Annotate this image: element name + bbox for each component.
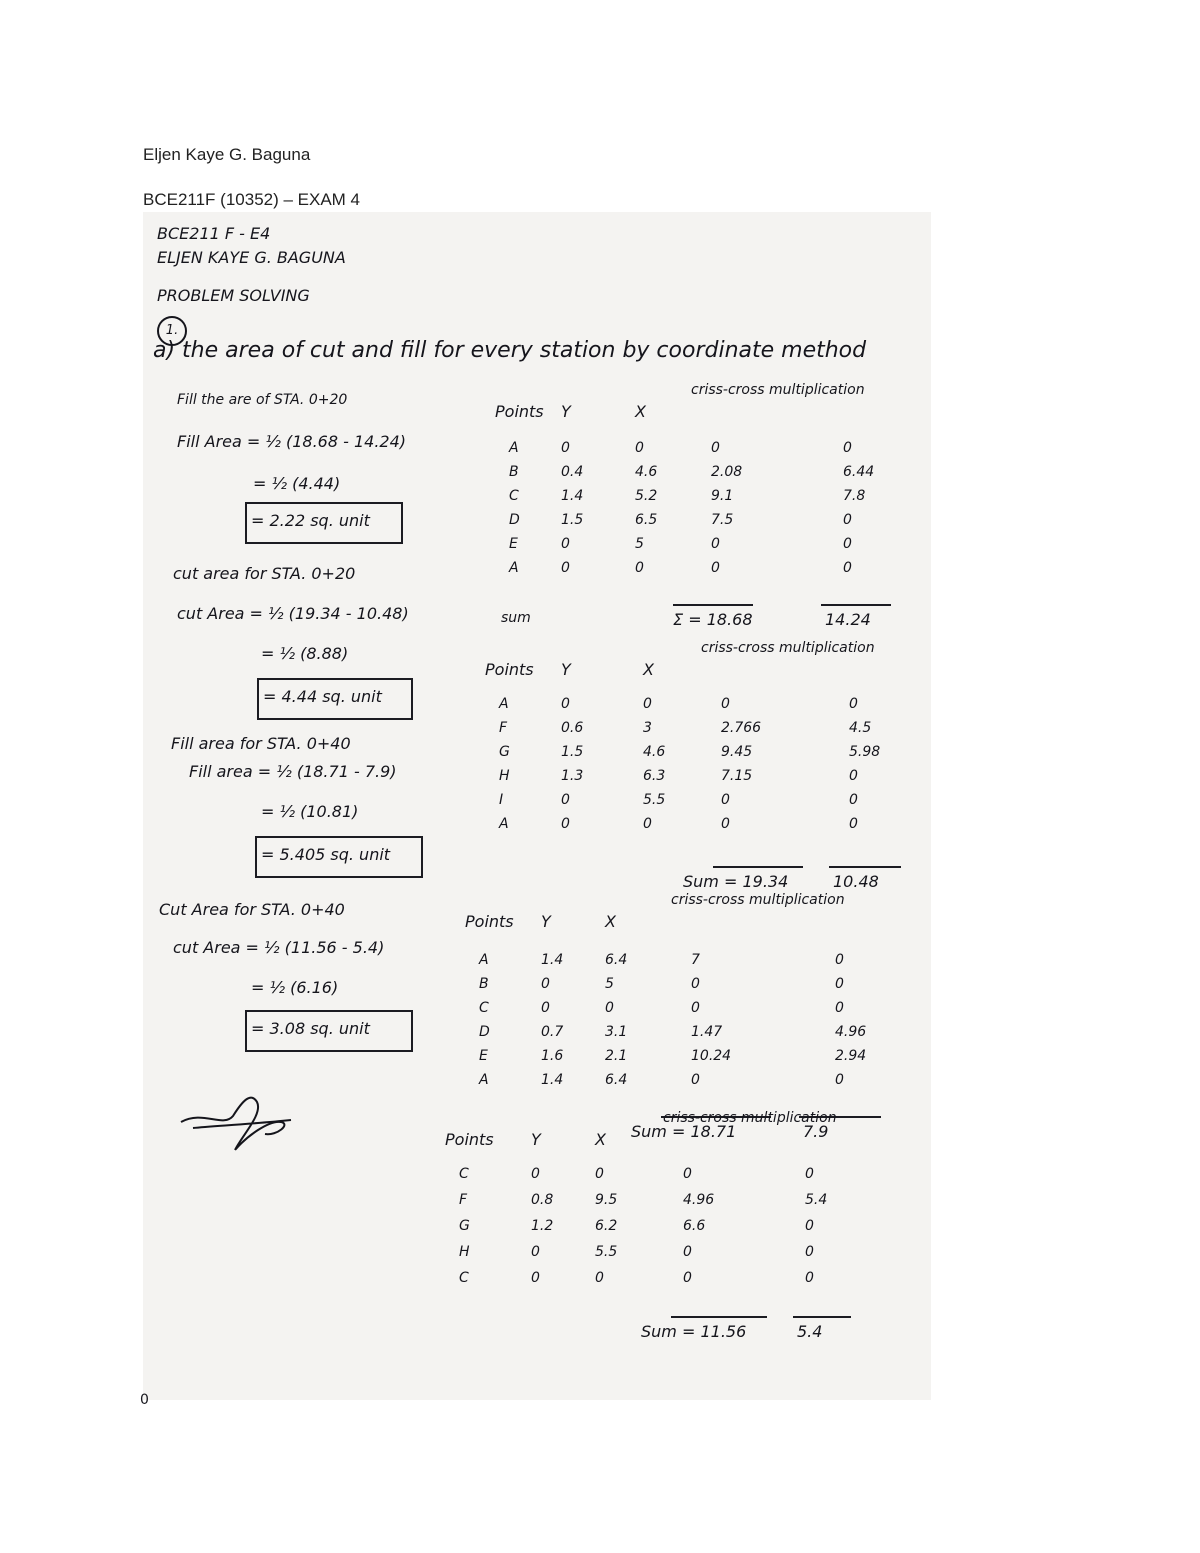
sum-rule-1 [673,604,753,606]
x-cell: 5 [605,976,614,992]
y-cell: 1.4 [541,952,564,968]
crisscross-cell-2: 4.5 [849,720,872,736]
point-cell: C [459,1166,469,1182]
y-cell: 1.4 [541,1072,564,1088]
crisscross-cell-1: 0 [721,696,730,712]
crisscross-cell-1: 7.15 [721,768,753,784]
crisscross-cell-1: 2.766 [721,720,762,736]
point-cell: A [479,952,489,968]
fill-answer-sta-040: = 5.405 sq. unit [261,845,391,864]
problem-title: a) the area of cut and fill for every station by coordinate method [153,338,867,363]
point-cell: E [479,1048,488,1064]
sum-value-2: 14.24 [825,610,871,629]
sum-label: sum [501,610,531,626]
fill-heading-sta-040: Fill area for STA. 0+40 [171,734,351,753]
y-cell: 0 [561,696,570,712]
crisscross-header: criss-cross multiplication [671,892,845,908]
y-cell: 0 [561,440,570,456]
x-cell: 6.4 [605,952,628,968]
y-cell: 0.8 [531,1192,554,1208]
x-header: X [635,402,646,421]
sum-rule-1 [713,866,803,868]
y-cell: 1.2 [531,1218,554,1234]
sum-value-1: Sum = 19.34 [683,872,789,891]
fill-eq-2-sta-040: = ½ (10.81) [261,802,359,821]
point-cell: H [459,1244,470,1260]
x-cell: 0 [595,1270,604,1286]
x-cell: 9.5 [595,1192,618,1208]
x-cell: 0 [643,696,652,712]
bottom-mark: 0 [140,1392,149,1408]
point-cell: D [479,1024,490,1040]
point-cell: I [499,792,504,808]
fill-eq-1-sta-020: Fill Area = ½ (18.68 - 14.24) [177,432,407,451]
point-cell: A [479,1072,489,1088]
crisscross-cell-1: 0 [683,1270,692,1286]
crisscross-cell-1: 0 [691,1000,700,1016]
photo-name-line: ELJEN KAYE G. BAGUNA [157,248,346,267]
points-header: Points [445,1130,494,1149]
x-cell: 4.6 [643,744,666,760]
cut-heading-sta-020: cut area for STA. 0+20 [173,564,356,583]
point-cell: F [459,1192,468,1208]
y-cell: 1.5 [561,512,584,528]
y-header: Y [541,912,551,931]
fill-eq-2-sta-020: = ½ (4.44) [253,474,341,493]
crisscross-cell-1: 0 [711,560,720,576]
crisscross-cell-2: 0 [805,1244,814,1260]
cut-answer-sta-020: = 4.44 sq. unit [263,687,382,706]
point-cell: G [459,1218,470,1234]
x-cell: 5 [635,536,644,552]
point-cell: B [479,976,489,992]
point-cell: A [509,440,519,456]
point-cell: E [509,536,518,552]
crisscross-cell-1: 0 [721,792,730,808]
cut-answer-sta-040: = 3.08 sq. unit [251,1019,370,1038]
point-cell: A [509,560,519,576]
sum-value-2: 7.9 [803,1122,829,1141]
x-header: X [595,1130,606,1149]
point-cell: C [479,1000,489,1016]
crisscross-cell-1: 0 [691,976,700,992]
crisscross-cell-1: 9.45 [721,744,753,760]
point-cell: D [509,512,520,528]
x-cell: 4.6 [635,464,658,480]
crisscross-cell-2: 5.98 [849,744,881,760]
crisscross-cell-1: 0 [691,1072,700,1088]
sum-rule-2 [829,866,901,868]
crisscross-cell-1: 0 [711,536,720,552]
x-cell: 5.2 [635,488,658,504]
y-cell: 1.4 [561,488,584,504]
x-cell: 2.1 [605,1048,628,1064]
sum-rule-1 [671,1316,767,1318]
crisscross-cell-2: 0 [805,1218,814,1234]
x-cell: 0 [635,560,644,576]
sum-value-2: 5.4 [797,1322,823,1341]
crisscross-cell-2: 6.44 [843,464,875,480]
crisscross-cell-2: 0 [835,1000,844,1016]
crisscross-cell-2: 0 [849,768,858,784]
y-cell: 0 [561,792,570,808]
crisscross-cell-2: 7.8 [843,488,866,504]
points-header: Points [465,912,514,931]
photo-course-line: BCE211 F - E4 [157,224,271,243]
crisscross-cell-2: 0 [835,1072,844,1088]
crisscross-cell-1: 7 [691,952,700,968]
x-cell: 3 [643,720,652,736]
cut-heading-sta-040: Cut Area for STA. 0+40 [159,900,345,919]
x-cell: 6.5 [635,512,658,528]
y-cell: 1.6 [541,1048,564,1064]
crisscross-cell-1: 0 [711,440,720,456]
y-cell: 0.4 [561,464,584,480]
sum-value-2: 10.48 [833,872,879,891]
sum-value-1: Σ = 18.68 [673,610,753,629]
crisscross-cell-1: 2.08 [711,464,743,480]
point-cell: F [499,720,508,736]
crisscross-cell-1: 0 [721,816,730,832]
point-cell: B [509,464,519,480]
y-cell: 1.3 [561,768,584,784]
crisscross-cell-2: 5.4 [805,1192,828,1208]
point-cell: C [509,488,519,504]
crisscross-cell-2: 0 [849,696,858,712]
crisscross-cell-2: 0 [849,816,858,832]
handwritten-exam-photo [140,212,931,1408]
x-cell: 0 [643,816,652,832]
crisscross-cell-1: 10.24 [691,1048,732,1064]
x-cell: 3.1 [605,1024,628,1040]
y-cell: 0 [561,536,570,552]
crisscross-cell-2: 0 [805,1166,814,1182]
y-header: Y [561,402,571,421]
x-cell: 5.5 [643,792,666,808]
x-cell: 6.2 [595,1218,618,1234]
x-cell: 0 [605,1000,614,1016]
cut-eq-2-sta-040: = ½ (6.16) [251,978,339,997]
crisscross-cell-1: 1.47 [691,1024,723,1040]
y-header: Y [531,1130,541,1149]
points-header: Points [495,402,544,421]
crisscross-cell-2: 4.96 [835,1024,867,1040]
photo-section-line: PROBLEM SOLVING [157,286,310,305]
crisscross-cell-2: 2.94 [835,1048,867,1064]
y-cell: 0 [561,560,570,576]
crisscross-header: criss-cross multiplication [691,382,865,398]
x-cell: 5.5 [595,1244,618,1260]
y-cell: 0 [531,1166,540,1182]
y-cell: 0 [541,1000,550,1016]
cut-eq-2-sta-020: = ½ (8.88) [261,644,349,663]
crisscross-header: criss-cross multiplication [663,1110,837,1126]
problem-number: 1. [157,316,187,346]
y-cell: 0.7 [541,1024,564,1040]
crisscross-cell-2: 0 [835,976,844,992]
x-header: X [643,660,654,679]
sum-rule-2 [821,604,891,606]
crisscross-cell-1: 9.1 [711,488,734,504]
fill-answer-sta-020: = 2.22 sq. unit [251,511,370,530]
crisscross-cell-2: 0 [843,512,852,528]
x-cell: 0 [635,440,644,456]
crisscross-cell-1: 6.6 [683,1218,706,1234]
sum-rule-2 [793,1316,851,1318]
course-exam-label: BCE211F (10352) – EXAM 4 [143,190,361,209]
signature [173,1080,303,1170]
y-cell: 0 [531,1244,540,1260]
crisscross-cell-2: 0 [843,536,852,552]
y-cell: 0 [561,816,570,832]
point-cell: A [499,816,509,832]
point-cell: A [499,696,509,712]
crisscross-cell-1: 0 [683,1166,692,1182]
x-cell: 6.4 [605,1072,628,1088]
crisscross-cell-1: 0 [683,1244,692,1260]
x-cell: 0 [595,1166,604,1182]
crisscross-cell-2: 0 [843,560,852,576]
crisscross-cell-1: 7.5 [711,512,734,528]
crisscross-header: criss-cross multiplication [701,640,875,656]
point-cell: C [459,1270,469,1286]
points-header: Points [485,660,534,679]
x-cell: 6.3 [643,768,666,784]
crisscross-cell-2: 0 [835,952,844,968]
y-cell: 1.5 [561,744,584,760]
cut-eq-1-sta-040: cut Area = ½ (11.56 - 5.4) [173,938,385,957]
point-cell: H [499,768,510,784]
cut-eq-1-sta-020: cut Area = ½ (19.34 - 10.48) [177,604,409,623]
x-header: X [605,912,616,931]
y-cell: 0 [541,976,550,992]
crisscross-cell-2: 0 [849,792,858,808]
student-name: Eljen Kaye G. Baguna [143,145,311,164]
crisscross-cell-2: 0 [805,1270,814,1286]
sum-value-1: Sum = 18.71 [631,1122,737,1141]
y-header: Y [561,660,571,679]
fill-heading-sta-020: Fill the are of STA. 0+20 [177,392,348,408]
point-cell: G [499,744,510,760]
y-cell: 0 [531,1270,540,1286]
crisscross-cell-2: 0 [843,440,852,456]
fill-eq-1-sta-040: Fill area = ½ (18.71 - 7.9) [189,762,397,781]
sum-value-1: Sum = 11.56 [641,1322,747,1341]
crisscross-cell-1: 4.96 [683,1192,715,1208]
y-cell: 0.6 [561,720,584,736]
